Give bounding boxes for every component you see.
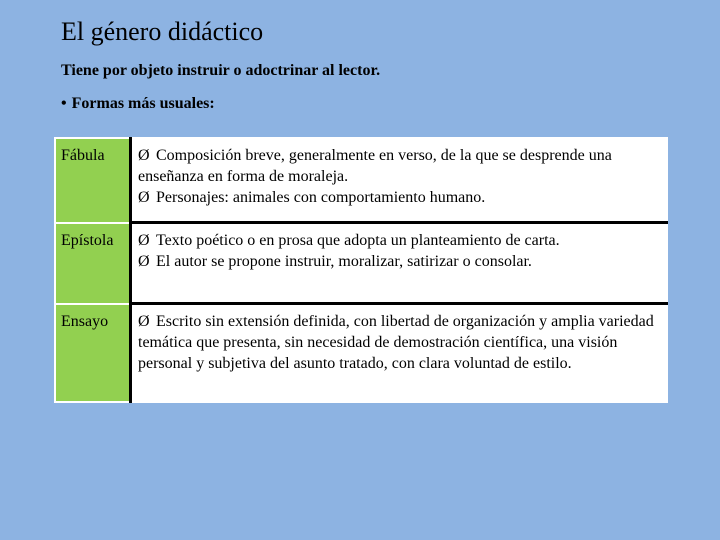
description-cell (131, 138, 668, 223)
item-text: Composición breve, generalmente en verso, de la que se desprende una enseñanza en forma de moraleja. (138, 147, 612, 185)
term-cell: Epístola (55, 223, 131, 304)
term-cell: Fábula (55, 138, 131, 223)
table-row (55, 138, 667, 223)
description-cell (131, 223, 668, 304)
list-item (138, 251, 660, 272)
list-item (138, 187, 660, 208)
slide-bullet (61, 93, 215, 115)
arrow-bullet-icon: Ø (138, 147, 150, 164)
item-text: Personajes: animales con comportamiento humano. (156, 189, 486, 206)
slide-title: El género didáctico (61, 17, 264, 46)
item-text: Escrito sin extensión definida, con libertad de organización y amplia variedad temática que presenta, sin necesidad de demostración científica, una visión personal y subjetiva del asunto tratado, con clara voluntad de estilo. (138, 313, 654, 372)
arrow-bullet-icon: Ø (138, 189, 150, 206)
arrow-bullet-icon: Ø (138, 232, 150, 249)
forms-table (54, 137, 668, 403)
arrow-bullet-icon: Ø (138, 253, 150, 270)
slide-subtitle: Tiene por objeto instruir o adoctrinar al lector. (61, 62, 381, 79)
list-item (138, 311, 660, 374)
list-item (138, 145, 660, 187)
item-text: El autor se propone instruir, moralizar, satirizar o consolar. (156, 253, 532, 270)
item-text: Texto poético o en prosa que adopta un planteamiento de carta. (156, 232, 560, 249)
bullet-text: Formas más usuales: (71, 95, 215, 112)
term-cell: Ensayo (55, 304, 131, 403)
table-row (55, 304, 667, 403)
bullet-marker: • (61, 95, 67, 112)
table-row (55, 223, 667, 304)
description-cell (131, 304, 668, 403)
arrow-bullet-icon: Ø (138, 313, 150, 330)
list-item (138, 230, 660, 251)
